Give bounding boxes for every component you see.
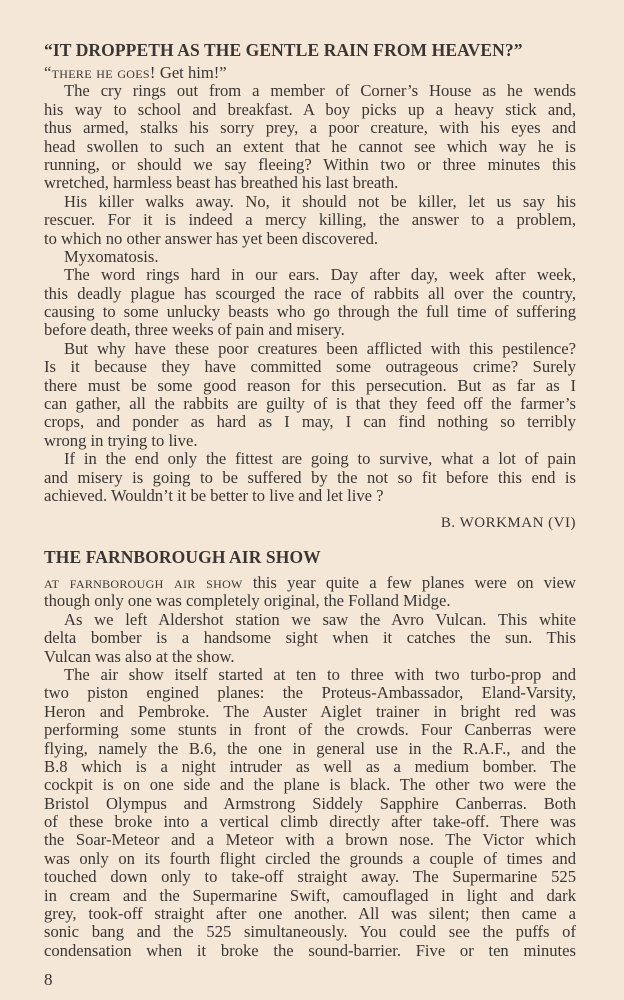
text-line: though only one was completely original, the Folland Midge. bbox=[44, 591, 451, 611]
text-line bbox=[44, 574, 576, 592]
text-line: touched down only to take-off straight away. The Supermarine 525 bbox=[44, 867, 576, 887]
text-line: rescuer. For it is indeed a mercy killing, the answer to a problem, bbox=[44, 210, 576, 230]
text-line: Heron and Pembroke. The Auster Aiglet trainer in bright red was bbox=[44, 701, 576, 721]
text-line: flying, namely the B.6, the one in general use in the R.A.F., and the bbox=[44, 738, 576, 758]
article-title: “IT DROPPETH AS THE GENTLE RAIN FROM HEAVEN?” bbox=[44, 40, 523, 60]
line-text: this year quite a few planes were on view bbox=[242, 573, 577, 592]
article-author: B. WORKMAN (VI) bbox=[440, 515, 576, 531]
text-line: sonic bang and the 525 simultaneously. You could see the puffs of bbox=[44, 922, 576, 942]
text-line: running, or should we say fleeing? Within two or three minutes this bbox=[44, 154, 576, 174]
line-text: Get him!” bbox=[155, 63, 227, 82]
text-line: Is it because they have committed some outrageous crime? Surely bbox=[44, 357, 576, 377]
text-line bbox=[44, 64, 576, 82]
text-line: thus armed, stalks his sorry prey, a poor creature, with his eyes and bbox=[44, 118, 576, 138]
text-line: The cry rings out from a member of Corner’s House as he wends bbox=[64, 81, 576, 101]
text-line: can gather, all the rabbits are guilty of is that they feed off the farmer’s bbox=[44, 394, 576, 414]
text-line: If in the end only the fittest are going to survive, what a lot of pain bbox=[64, 449, 576, 469]
text-line: The air show itself started at ten to three with two turbo-prop and bbox=[64, 664, 576, 684]
text-line: of these broke into a vertical climb directly after take-off. There was bbox=[44, 812, 576, 832]
text-line: and misery is going to be suffered by the not so fit before this end is bbox=[44, 467, 576, 487]
text-line: his way to school and breakfast. A boy picks up a heavy stick and, bbox=[44, 99, 576, 119]
text-line: wretched, harmless beast has breathed his last breath. bbox=[44, 173, 399, 193]
text-line: causing to some unlucky beasts who go through the full time of suffering bbox=[44, 302, 576, 322]
article-body bbox=[44, 64, 576, 505]
text-line: head swollen to such an extent that he cannot see which way he is bbox=[44, 136, 576, 156]
text-line: was only on its fourth flight circled the grounds a couple of times and bbox=[44, 848, 576, 868]
paragraph-lead: at farnborough air show bbox=[44, 573, 243, 592]
article-body bbox=[44, 574, 576, 960]
text-line: grey, took-off straight after one another. All was silent; then came a bbox=[44, 904, 576, 924]
text-line: before death, three weeks of pain and misery. bbox=[44, 320, 345, 340]
text-line: Myxomatosis. bbox=[64, 246, 159, 266]
page-number: 8 bbox=[44, 970, 53, 989]
text-line: in cream and the Supermarine Swift, camouflaged in light and dark bbox=[44, 885, 576, 905]
text-line: Bristol Olympus and Armstrong Siddely Sapphire Canberras. Both bbox=[44, 793, 576, 813]
article-title: THE FARNBOROUGH AIR SHOW bbox=[44, 547, 321, 567]
text-line: But why have these poor creatures been afflicted with this pestilence? bbox=[64, 338, 576, 358]
text-line: condensation when it broke the sound-barrier. Five or ten minutes bbox=[44, 940, 576, 960]
text-line: The word rings hard in our ears. Day after day, week after week, bbox=[64, 265, 576, 285]
text-line: crops, and ponder as hard as I may, I can find nothing so terribly bbox=[44, 412, 576, 432]
text-line: cockpit is on one side and the plane is black. The other two were the bbox=[44, 775, 576, 795]
text-line: wrong in trying to live. bbox=[44, 430, 198, 450]
text-line: As we left Aldershot station we saw the Avro Vulcan. This white bbox=[64, 609, 576, 629]
text-line: delta bomber is a handsome sight when it catches the sun. This bbox=[44, 628, 576, 648]
text-line: Vulcan was also at the show. bbox=[44, 646, 235, 666]
text-line: performing some stunts in front of the crowds. Four Canberras were bbox=[44, 720, 576, 740]
text-line: B.8 which is a night intruder as well as a medium bomber. The bbox=[44, 756, 576, 776]
paragraph-lead: “there he goes! bbox=[44, 63, 156, 82]
text-line: two piston engined planes: the Proteus-Ambassador, Eland-Varsity, bbox=[44, 683, 576, 703]
text-line: to which no other answer has yet been discovered. bbox=[44, 228, 379, 248]
text-line: the Soar-Meteor and a Meteor with a brown nose. The Victor which bbox=[44, 830, 576, 850]
text-line: this deadly plague has scourged the race of rabbits all over the country, bbox=[44, 283, 576, 303]
text-line: achieved. Wouldn’t it be better to live and let live ? bbox=[44, 485, 384, 505]
text-line: there must be some good reason for this persecution. But as far as I bbox=[44, 375, 576, 395]
text-line: His killer walks away. No, it should not be killer, let us say his bbox=[64, 191, 576, 211]
